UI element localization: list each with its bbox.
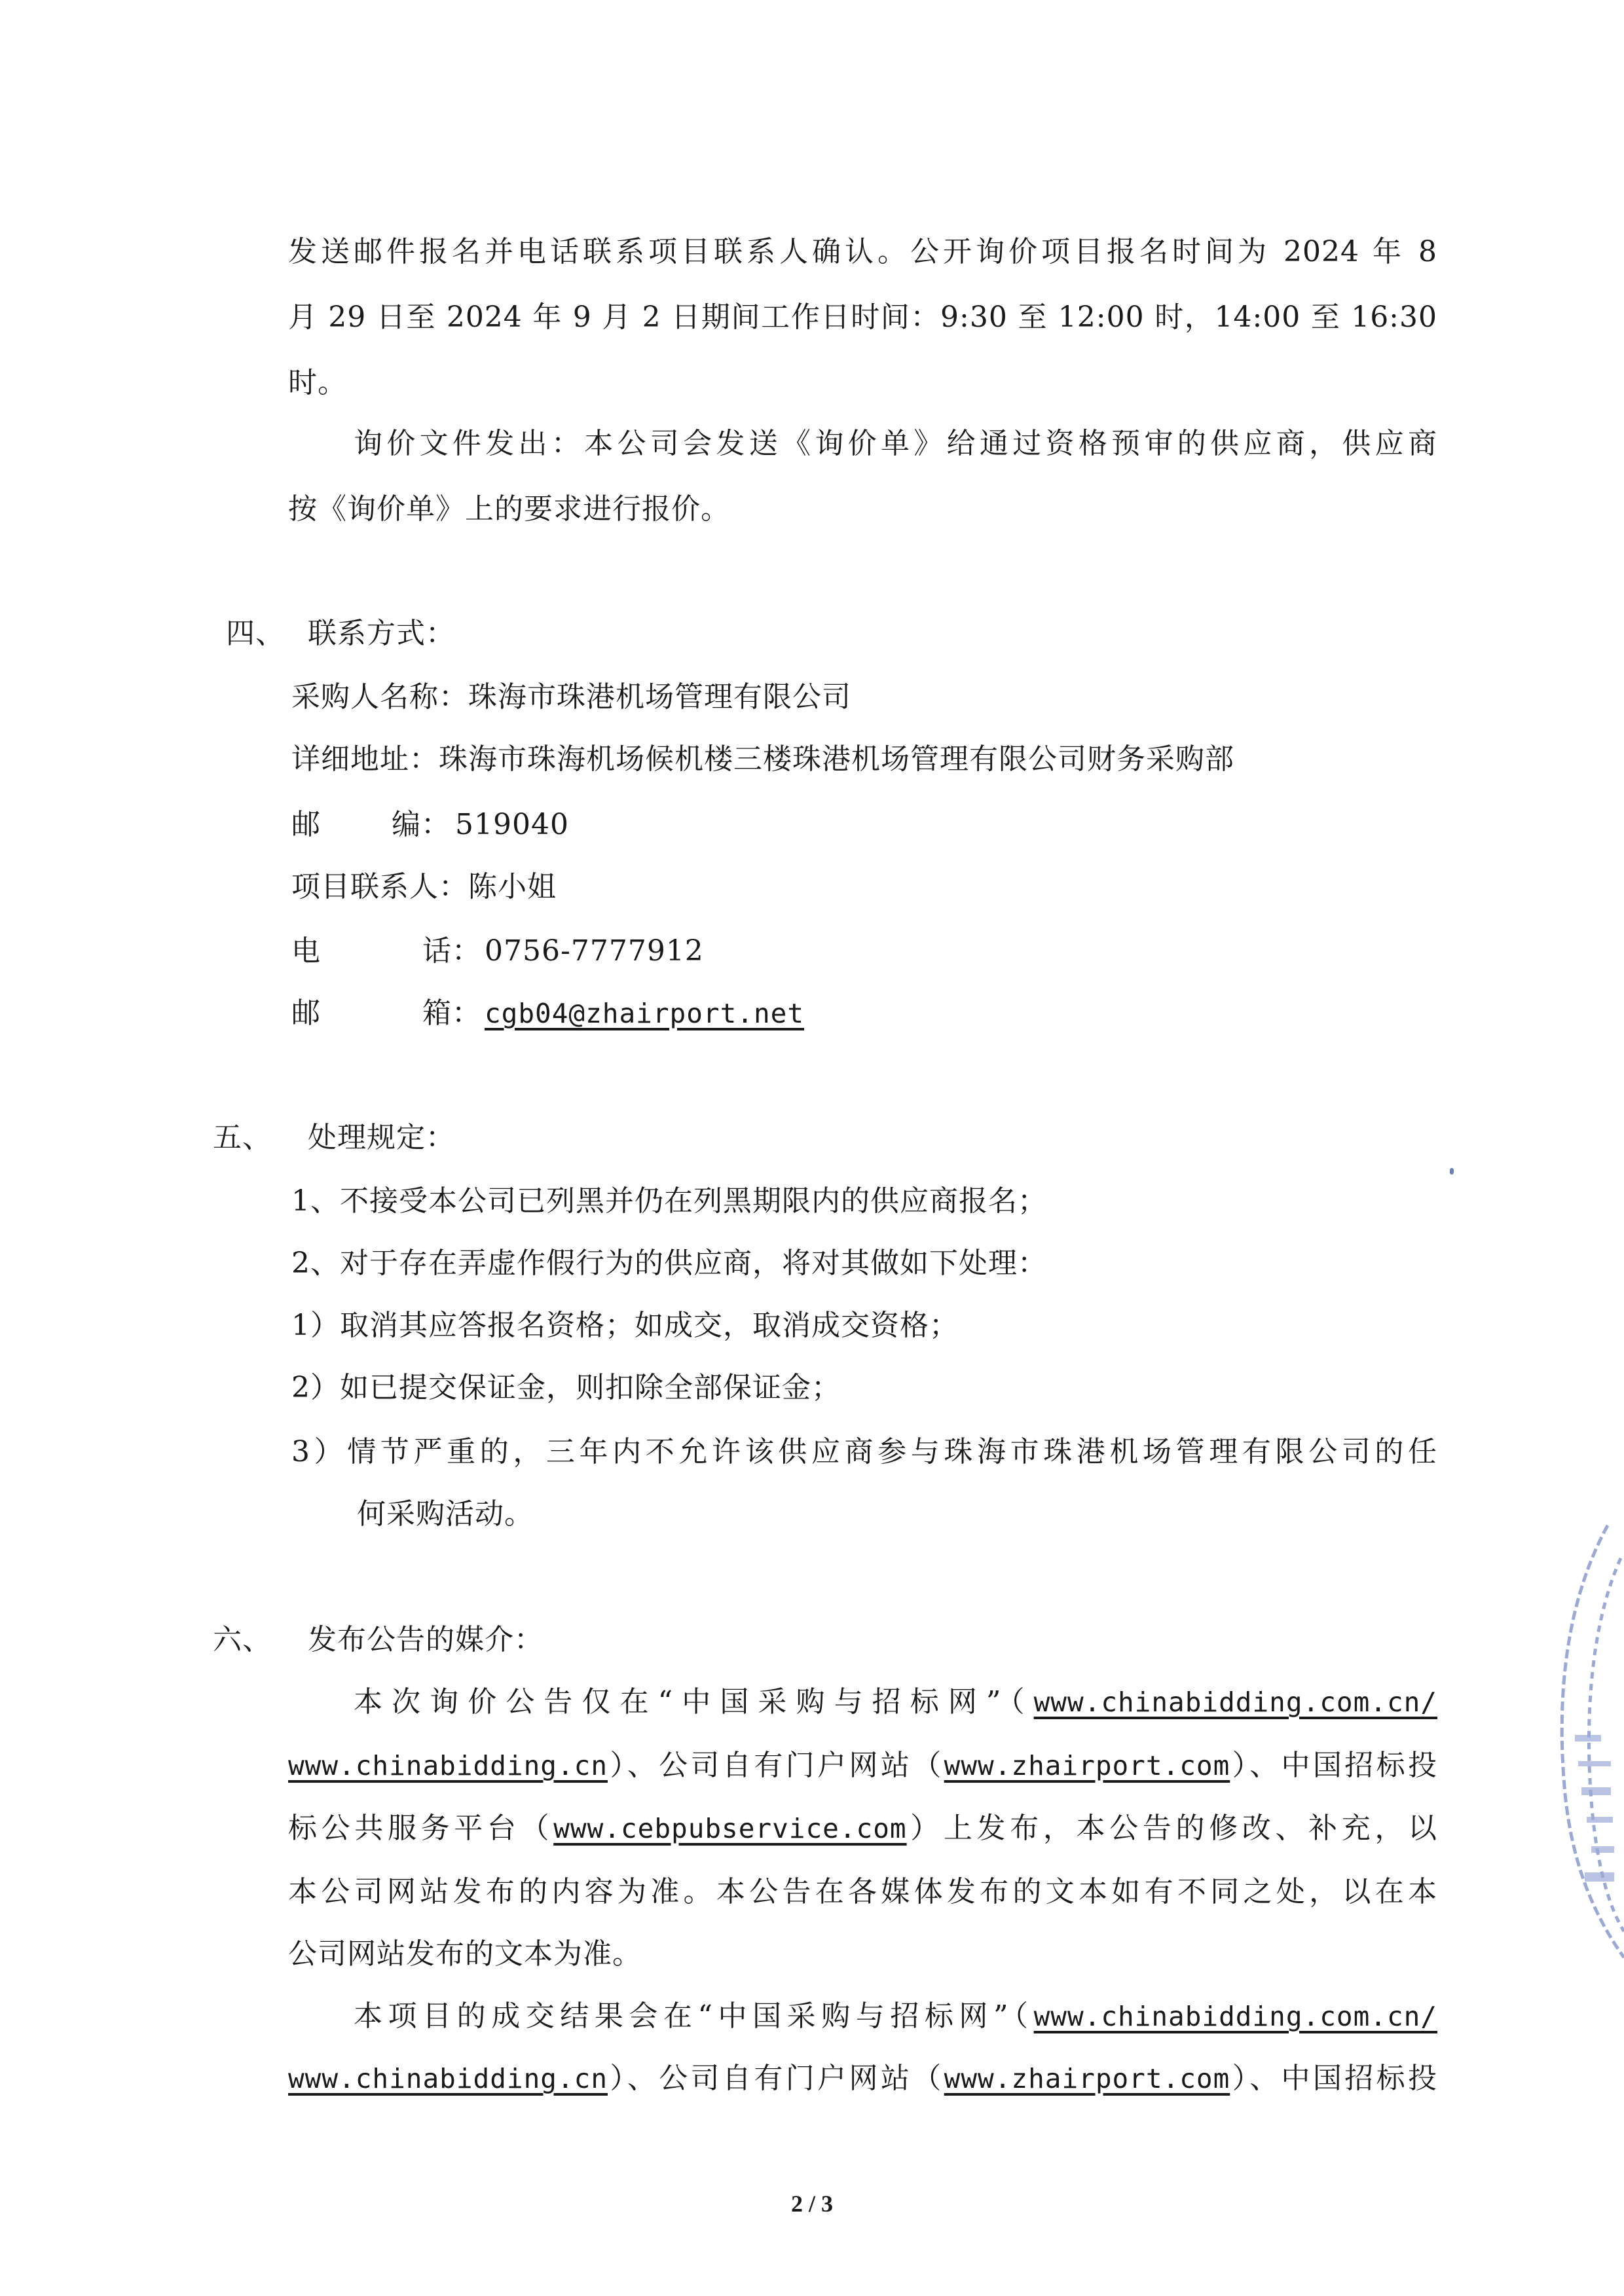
media-para-1-intro: 本次询价公告仅在“中国采购与招标网”（ <box>354 1685 1034 1719</box>
page-number: 2 / 3 <box>790 2191 833 2217</box>
para-2-line-2: 按《询价单》上的要求进行报价。 <box>288 492 730 526</box>
link-chinabidding-comcn-2[interactable]: www.chinabidding.com.cn/ <box>1033 2001 1437 2032</box>
rule-2-item-3: 3）情节严重的，三年内不允许该供应商参与珠海市珠港机场管理有限公司的任 <box>291 1435 1437 1468</box>
contact-person: 项目联系人：陈小姐 <box>291 870 557 903</box>
media-cebp-pre: ）、中国招标投 <box>1230 1749 1438 1782</box>
buyer-name: 采购人名称：珠海市珠港机场管理有限公司 <box>291 680 851 714</box>
rule-2-item-1: 1）取消其应答报名资格；如成交，取消成交资格； <box>291 1309 959 1342</box>
section-4-number: 四、 <box>226 617 285 650</box>
media-para-2-line-2 <box>288 2059 1437 2098</box>
media-para-1-line-4: 本公司网站发布的内容为准。本公告在各媒体发布的文本如有不同之处，以在本 <box>288 1875 1437 1908</box>
media-para-2-intro: 本项目的成交结果会在“中国采购与招标网”（ <box>354 1999 1034 2033</box>
rule-1: 1、不接受本公司已列黑并仍在列黑期限内的供应商报名； <box>291 1184 1047 1218</box>
media-para-1-line-2 <box>288 1746 1437 1785</box>
media-para-1-line-1 <box>354 1683 1437 1722</box>
media-cebp-pre-2: ）、中国招标投 <box>1230 2062 1438 2095</box>
media-para-1-line-5: 公司网站发布的文本为准。 <box>288 1937 642 1971</box>
postcode-label-a: 邮 <box>291 808 321 841</box>
para-1-line-1: 发送邮件报名并电话联系项目联系人确认。公开询价项目报名时间为 2024 年 8 <box>288 235 1437 268</box>
para-1-line-3: 时。 <box>288 366 347 399</box>
postcode-label-b: 编： <box>392 808 451 841</box>
media-para-1-line-3 <box>288 1809 1437 1848</box>
media-portal-text: ）、公司自有门户网站（ <box>608 1749 944 1782</box>
email-label-a: 邮 <box>291 996 321 1030</box>
link-cebpubservice[interactable]: www.cebpubservice.com <box>553 1813 907 1844</box>
email-link[interactable]: cgb04@zhairport.net <box>485 998 804 1029</box>
media-l3-post: ）上发布，本公告的修改、补充，以 <box>906 1812 1438 1845</box>
rule-2-item-3-cont: 何采购活动。 <box>357 1497 534 1531</box>
phone-label-a: 电 <box>291 934 321 968</box>
scan-speck <box>1450 1168 1454 1175</box>
media-portal-text-2: ）、公司自有门户网站（ <box>608 2062 944 2095</box>
rule-2: 2、对于存在弄虚作假行为的供应商，将对其做如下处理： <box>291 1247 1047 1280</box>
section-6-title: 发布公告的媒介： <box>308 1623 544 1656</box>
para-1-line-2: 月 29 日至 2024 年 9 月 2 日期间工作日时间：9:30 至 12:00 时，14:00 至 16:30 <box>288 301 1437 334</box>
seal-stamp-fragment <box>1529 1519 1624 1964</box>
phone-label-b: 话： <box>422 934 481 968</box>
section-5-number: 五、 <box>213 1121 272 1154</box>
phone-value: 0756-7777912 <box>485 934 704 968</box>
media-l3-pre: 标公共服务平台（ <box>288 1812 554 1845</box>
postcode-value: 519040 <box>455 808 569 841</box>
link-zhairport-2[interactable]: www.zhairport.com <box>944 2063 1230 2094</box>
section-4-title: 联系方式： <box>308 617 455 650</box>
link-chinabidding-comcn[interactable]: www.chinabidding.com.cn/ <box>1033 1686 1437 1718</box>
link-zhairport[interactable]: www.zhairport.com <box>944 1750 1230 1781</box>
section-5-title: 处理规定： <box>308 1121 455 1154</box>
media-para-2-line-1 <box>354 1997 1437 2036</box>
section-6-number: 六、 <box>213 1623 272 1656</box>
rule-2-item-2: 2）如已提交保证金，则扣除全部保证金； <box>291 1371 841 1404</box>
link-chinabidding-cn-2[interactable]: www.chinabidding.cn <box>288 2063 608 2094</box>
para-2-line-1: 询价文件发出：本公司会发送《询价单》给通过资格预审的供应商，供应商 <box>354 427 1437 460</box>
link-chinabidding-cn[interactable]: www.chinabidding.cn <box>288 1750 608 1781</box>
address: 详细地址：珠海市珠海机场候机楼三楼珠港机场管理有限公司财务采购部 <box>291 742 1234 776</box>
email-label-b: 箱： <box>422 996 481 1030</box>
